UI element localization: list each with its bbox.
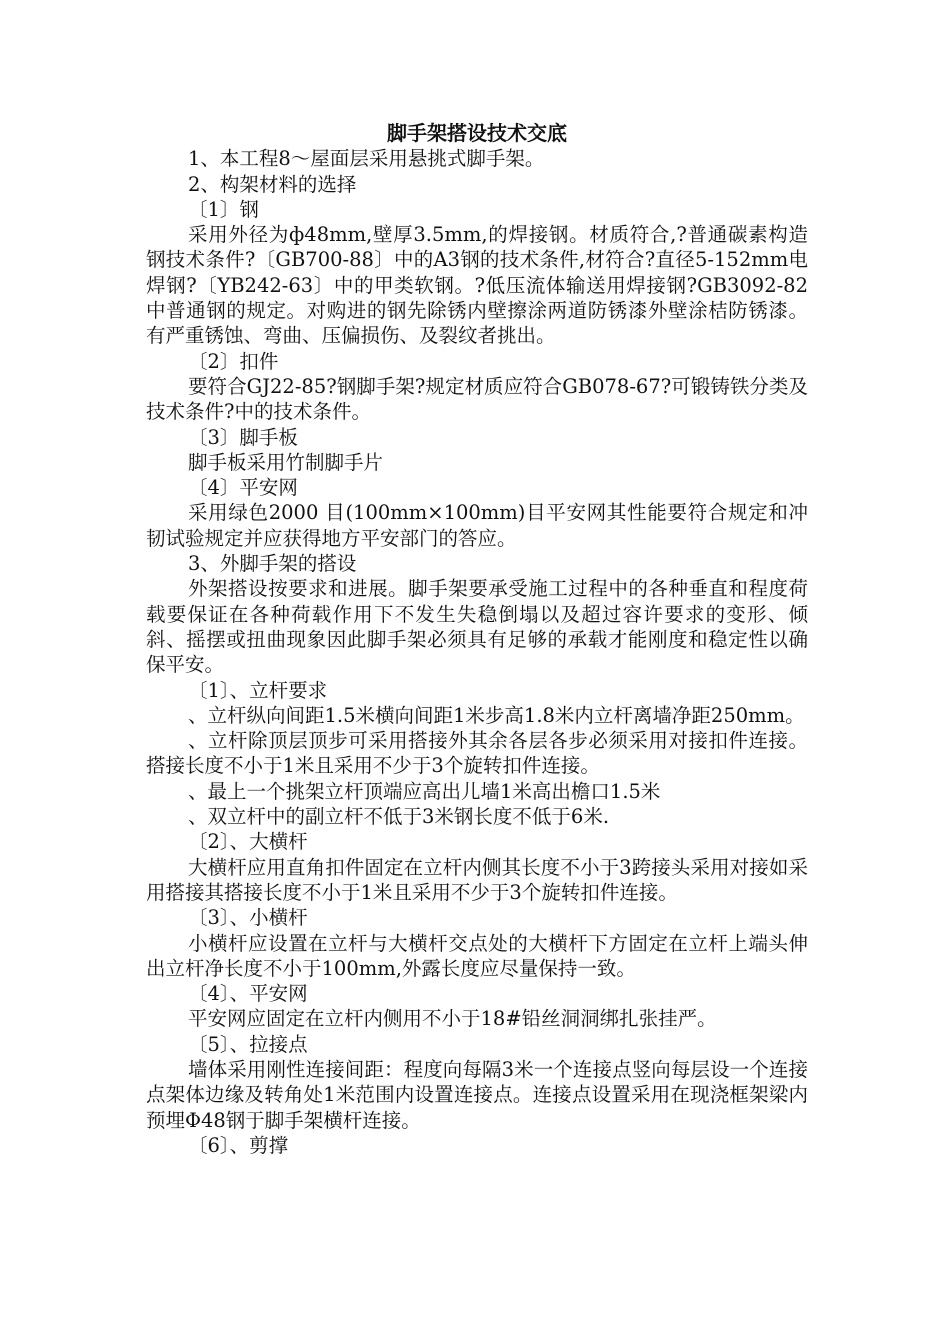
subheading-scaffold-board: 〔3〕脚手板 <box>188 425 298 449</box>
paragraph-net-fixing: 平安网应固定在立杆内侧用不小于18#铅丝洞洞绑扎张挂严。 <box>188 1007 717 1031</box>
document-page <box>146 118 808 1158</box>
paragraph-fasteners: 要符合GJ22-85?钢脚手架?规定材质应符合GB078-67?可锻铸铁分类及技术条件?中的技术条件。 <box>146 374 808 424</box>
subheading-uprights: 〔1〕、立杆要求 <box>188 678 328 702</box>
subheading-fasteners: 〔2〕扣件 <box>188 349 279 373</box>
heading-materials: 2、构架材料的选择 <box>188 172 357 196</box>
document-title: 脚手架搭设技术交底 <box>387 121 567 145</box>
paragraph-uprights-joints: 、立杆除顶层顶步可采用搭接外其余各层各步必须采用对接扣件连接。搭接长度不小于1米且采用不少于3个旋转扣件连接。 <box>146 729 808 778</box>
subheading-small-crossbar: 〔3〕、小横杆 <box>188 906 308 930</box>
paragraph-tie-points: 墙体采用刚性连接间距：程度向每隔3米一个连接点竖向每层设一个连接点架体边缘及转角处1米范围内设置连接点。连接点设置采用在现浇框架梁内预埋Φ48钢于脚手架横杆连接。 <box>146 1057 808 1132</box>
paragraph-uprights-double: 、双立杆中的副立杆不低于3米钢长度不低于6米. <box>188 805 610 829</box>
paragraph-uprights-top: 、最上一个挑架立杆顶端应高出儿墙1米高出檐口1.5米 <box>188 779 661 803</box>
paragraph-erection: 外架搭设按要求和进展。脚手架要承受施工过程中的各种垂直和程度荷载要保证在各种荷载作用下不发生失稳倒塌以及超过容许要求的变形、倾斜、摇摆或扭曲现象因此脚手架必须具有足够的承载才能刚度和稳定性以确保平安。 <box>146 577 808 677</box>
paragraph-scope: 1、本工程8～屋面层采用悬挑式脚手架。 <box>188 147 545 171</box>
subheading-safety-net: 〔4〕平安网 <box>188 476 298 500</box>
subheading-large-crossbar: 〔2〕、大横杆 <box>188 830 308 854</box>
paragraph-scaffold-board: 脚手板采用竹制脚手片 <box>188 450 384 474</box>
paragraph-large-crossbar: 大横杆应用直角扣件固定在立杆内侧其长度不小于3跨接头采用对接如采用搭接其搭接长度不小于1米且采用不少于3个旋转扣件连接。 <box>146 855 808 904</box>
paragraph-steel: 采用外径为ф48mm,壁厚3.5mm,的焊接钢。材质符合,?普通碳素构造钢技术条件?〔GB700-88〕中的A3钢的技术条件,材符合?直径5-152mm电焊钢?〔YB242-63〕中的甲类软钢。?低压流体输送用焊接钢?GB3092-82中普通钢的规定。对购进的钢先除锈内壁擦涂两道防锈漆外壁涂桔防锈漆。有严重锈蚀、弯曲、压偏损伤、及裂纹者挑出。 <box>146 223 808 348</box>
paragraph-safety-net: 采用绿色2000 目(100mm×100mm)目平安网其性能要符合规定和冲韧试验规定并应获得地方平安部门的答应。 <box>146 501 808 550</box>
paragraph-small-crossbar: 小横杆应设置在立杆与大横杆交点处的大横杆下方固定在立杆上端头伸出立杆净长度不小于100mm,外露长度应尽量保持一致。 <box>146 931 808 980</box>
subheading-tie-points: 〔5〕、拉接点 <box>188 1032 308 1056</box>
subheading-steel: 〔1〕钢 <box>188 197 259 221</box>
subheading-net-fixing: 〔4〕、平安网 <box>188 982 308 1006</box>
heading-erection: 3、外脚手架的搭设 <box>188 552 357 576</box>
subheading-bracing: 〔6〕、剪撑 <box>188 1133 289 1157</box>
paragraph-uprights-spacing: 、立杆纵向间距1.5米横向间距1米步高1.8米内立杆离墙净距250mm。 <box>188 703 805 727</box>
